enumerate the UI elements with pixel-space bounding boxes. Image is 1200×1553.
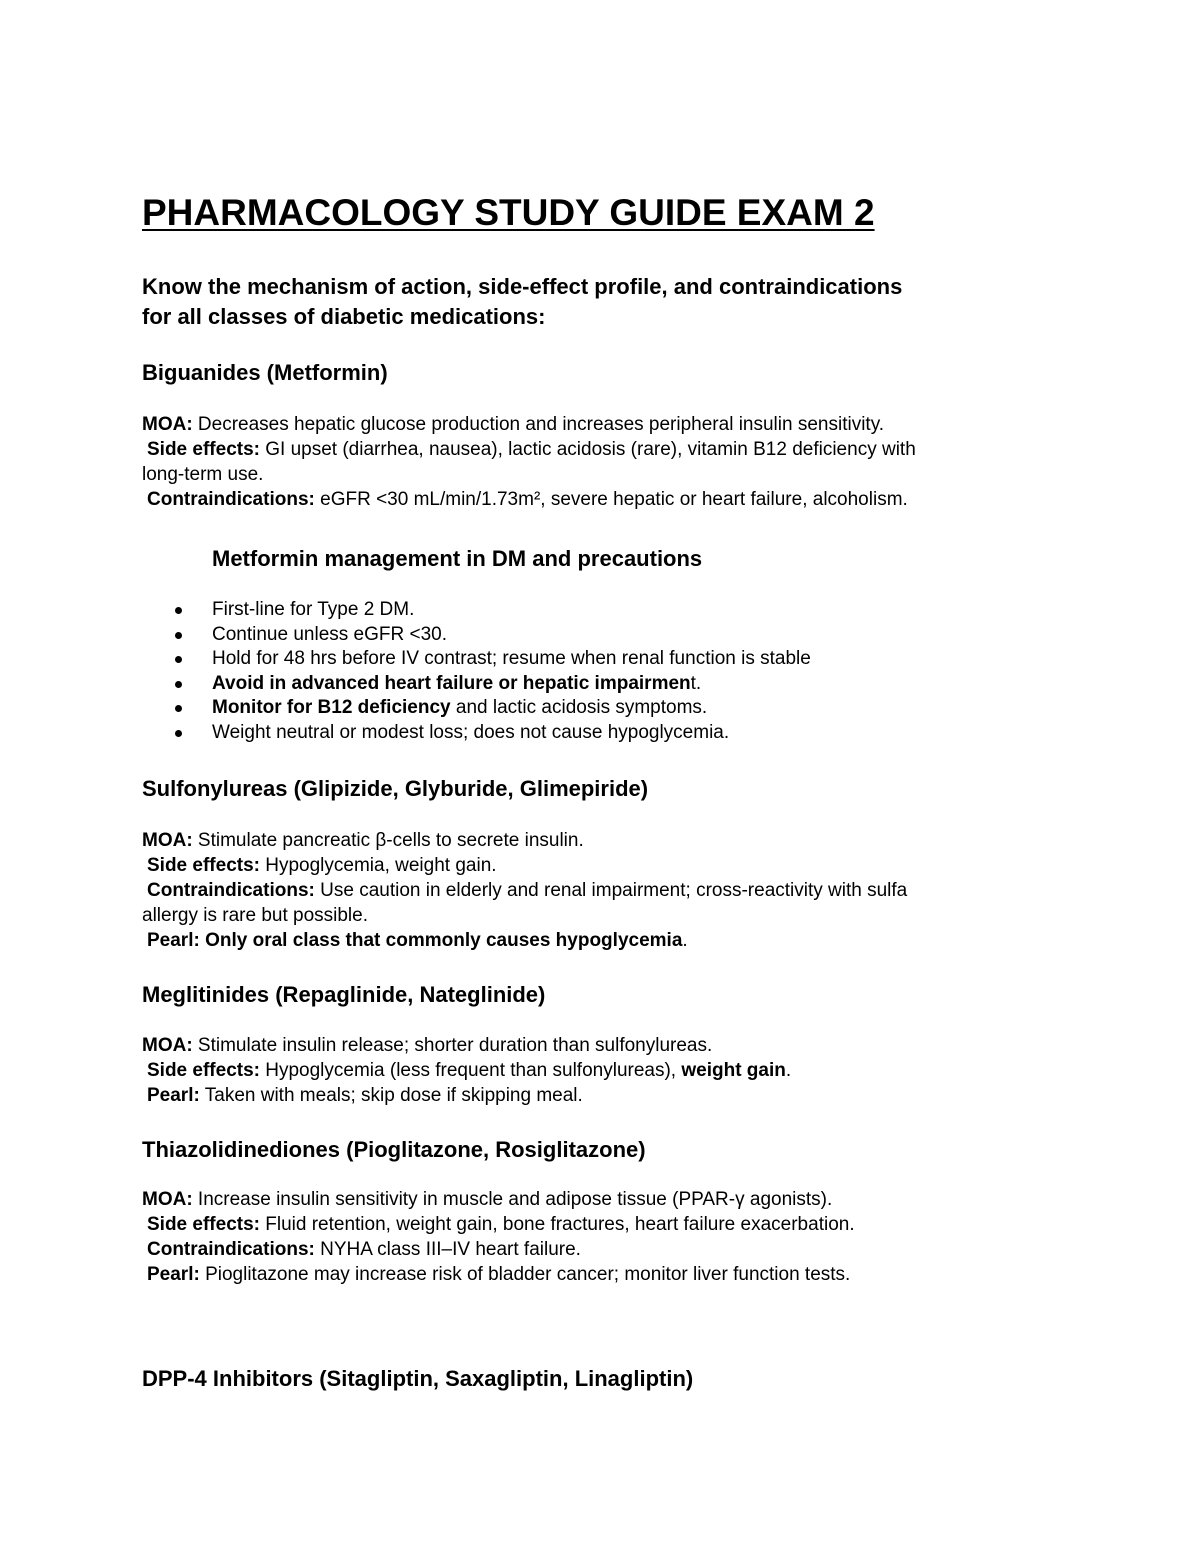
- moa-label: MOA:: [142, 1035, 193, 1056]
- pearl-label: Pearl:: [147, 1085, 200, 1106]
- contraindications-label: Contraindications:: [147, 1239, 315, 1260]
- moa-line: [142, 1187, 855, 1212]
- bullet-icon: [175, 607, 182, 614]
- side-effects-label: Side effects:: [147, 1060, 260, 1081]
- list-item: Monitor for B12 deficiency and lactic acidosis symptoms.: [172, 696, 811, 721]
- pearl-line: [142, 1262, 855, 1287]
- bullet-icon: [175, 632, 182, 639]
- section-body-sulfonylureas: [142, 828, 907, 953]
- bullet-icon: [175, 656, 182, 663]
- intro-heading: [142, 272, 902, 332]
- side-effects-label: Side effects:: [147, 439, 260, 460]
- side-effects-line: Side effects: Hypoglycemia (less frequent than sulfonylureas), weight gain.: [147, 1060, 792, 1081]
- moa-text: Stimulate insulin release; shorter duration than sulfonylureas.: [192, 1035, 713, 1056]
- section-heading-biguanides: Biguanides (Metformin): [142, 360, 388, 385]
- section-heading-thiazolidinediones: Thiazolidinediones (Pioglitazone, Rosiglitazone): [142, 1137, 646, 1162]
- side-effects-text: GI upset (diarrhea, nausea), lactic acidosis (rare), vitamin B12 deficiency with: [259, 439, 916, 460]
- list-item: Weight neutral or modest loss; does not cause hypoglycemia.: [172, 721, 811, 746]
- side-effects-label: Side effects:: [147, 855, 260, 876]
- subheading-metformin-management: Metformin management in DM and precautions: [212, 546, 703, 571]
- section-body-meglitinides: [142, 1033, 791, 1108]
- list-item: Avoid in advanced heart failure or hepatic impairment.: [172, 672, 811, 697]
- pearl-text: Taken with meals; skip dose if skipping meal.: [199, 1085, 583, 1106]
- moa-text: Stimulate pancreatic β-cells to secrete insulin.: [192, 830, 584, 851]
- pearl-label: Pearl:: [147, 1264, 200, 1285]
- side-effects-line: [142, 853, 907, 878]
- contraindications-label: Contraindications:: [147, 489, 315, 510]
- side-effects-line: [142, 437, 916, 462]
- side-effects-text: Hypoglycemia (less frequent than sulfonylureas),: [259, 1060, 682, 1081]
- pearl-line: Pearl: Only oral class that commonly causes hypoglycemia.: [147, 930, 688, 951]
- moa-line: [142, 828, 907, 853]
- section-body-biguanides: [142, 412, 916, 512]
- contraindications-continued: allergy is rare but possible.: [142, 905, 368, 926]
- moa-label: MOA:: [142, 830, 193, 851]
- pearl-line: [142, 1083, 791, 1108]
- pearl-text: Only oral class that commonly causes hypoglycemia: [199, 930, 683, 951]
- moa-label: MOA:: [142, 1189, 193, 1210]
- section-body-thiazolidinediones: [142, 1187, 855, 1287]
- side-effects-label: Side effects:: [147, 1214, 260, 1235]
- bullet-icon: [175, 705, 182, 712]
- contraindications-line: [142, 1237, 855, 1262]
- side-effects-line: [142, 1212, 855, 1237]
- side-effects-continued: long-term use.: [142, 464, 264, 485]
- pearl-label: Pearl:: [147, 930, 200, 951]
- contraindications-text: Use caution in elderly and renal impairment; cross-reactivity with sulfa: [314, 880, 908, 901]
- list-item: Hold for 48 hrs before IV contrast; resume when renal function is stable: [172, 647, 811, 672]
- bullet-icon: [175, 730, 182, 737]
- intro-line-1: Know the mechanism of action, side-effect profile, and contraindications: [142, 274, 903, 299]
- moa-line: [142, 412, 916, 437]
- side-effects-text: Fluid retention, weight gain, bone fractures, heart failure exacerbation.: [259, 1214, 855, 1235]
- moa-line: [142, 1033, 791, 1058]
- contraindications-line: [142, 487, 916, 512]
- list-item: First-line for Type 2 DM.: [172, 598, 811, 623]
- moa-label: MOA:: [142, 414, 193, 435]
- section-heading-meglitinides: Meglitinides (Repaglinide, Nateglinide): [142, 982, 546, 1007]
- moa-text: Increase insulin sensitivity in muscle and adipose tissue (PPAR-γ agonists).: [192, 1189, 833, 1210]
- section-heading-sulfonylureas: Sulfonylureas (Glipizide, Glyburide, Glimepiride): [142, 776, 649, 801]
- metformin-bullet-list: [172, 598, 811, 746]
- list-item: Continue unless eGFR <30.: [172, 623, 811, 648]
- moa-text: Decreases hepatic glucose production and increases peripheral insulin sensitivity.: [192, 414, 885, 435]
- contraindications-text: NYHA class III–IV heart failure.: [314, 1239, 581, 1260]
- bullet-icon: [175, 681, 182, 688]
- pearl-text: Pioglitazone may increase risk of bladder cancer; monitor liver function tests.: [199, 1264, 851, 1285]
- page-title: PHARMACOLOGY STUDY GUIDE EXAM 2: [142, 192, 875, 233]
- side-effects-text: Hypoglycemia, weight gain.: [259, 855, 497, 876]
- section-heading-dpp4-inhibitors: DPP-4 Inhibitors (Sitagliptin, Saxagliptin, Linagliptin): [142, 1366, 694, 1391]
- intro-line-2: for all classes of diabetic medications:: [142, 304, 546, 329]
- contraindications-label: Contraindications:: [147, 880, 315, 901]
- contraindications-text: eGFR <30 mL/min/1.73m², severe hepatic or heart failure, alcoholism.: [314, 489, 908, 510]
- contraindications-line: [142, 878, 907, 903]
